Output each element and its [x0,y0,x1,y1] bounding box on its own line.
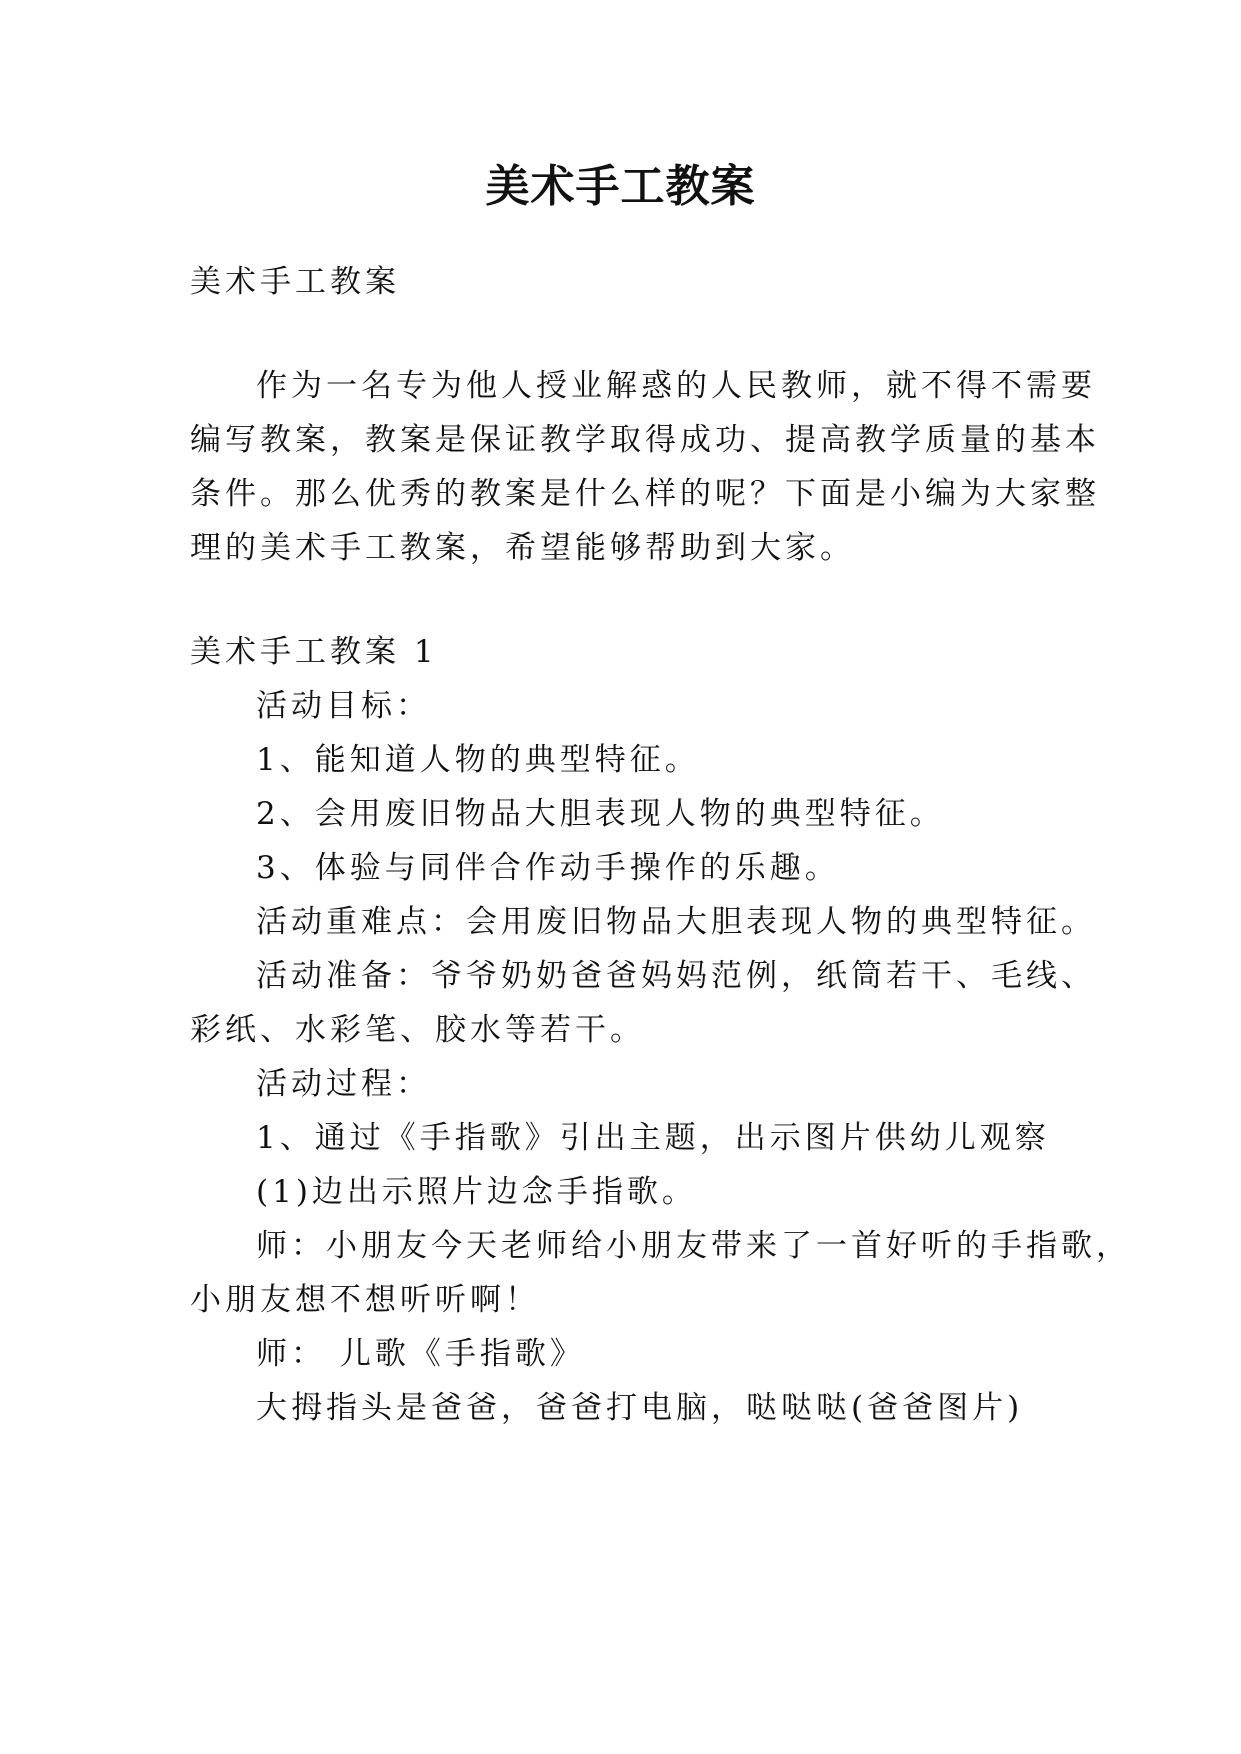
step-1: 1、通过《手指歌》引出主题，出示图片供幼儿观察 [256,1120,1050,1156]
key-point: 活动重难点：会用废旧物品大胆表现人物的典型特征。 [256,904,1096,940]
teacher-line-2: 小朋友想不想听听啊！ [190,1282,540,1318]
goal-item-2: 2、会用废旧物品大胆表现人物的典型特征。 [256,796,945,832]
step-1-sub: (1)边出示照片边念手指歌。 [256,1174,697,1210]
goal-item-3: 3、体验与同伴合作动手操作的乐趣。 [256,850,840,886]
preparation-line-2: 彩纸、水彩笔、胶水等若干。 [190,1012,645,1048]
intro-line-1: 作为一名专为他人授业解惑的人民教师，就不得不需要 [256,368,1096,404]
song-line-1: 大拇指头是爸爸，爸爸打电脑，哒哒哒(爸爸图片) [256,1390,1024,1426]
intro-line-4: 理的美术手工教案，希望能够帮助到大家。 [190,530,855,566]
goal-item-1: 1、能知道人物的典型特征。 [256,742,700,778]
document-title: 美术手工教案 [485,161,756,212]
document-subtitle: 美术手工教案 [190,264,400,300]
process-label: 活动过程： [256,1066,431,1102]
intro-line-2: 编写教案，教案是保证教学取得成功、提高教学质量的基本 [190,422,1100,458]
teacher-song: 师： 儿歌《手指歌》 [256,1336,585,1372]
preparation-line-1: 活动准备：爷爷奶奶爸爸妈妈范例，纸筒若干、毛线、 [256,958,1096,994]
teacher-line-1: 师：小朋友今天老师给小朋友带来了一首好听的手指歌， [256,1228,1131,1264]
intro-line-3: 条件。那么优秀的教案是什么样的呢？下面是小编为大家整 [190,476,1100,512]
section-heading: 美术手工教案 1 [190,634,438,670]
goals-label: 活动目标： [256,688,431,724]
